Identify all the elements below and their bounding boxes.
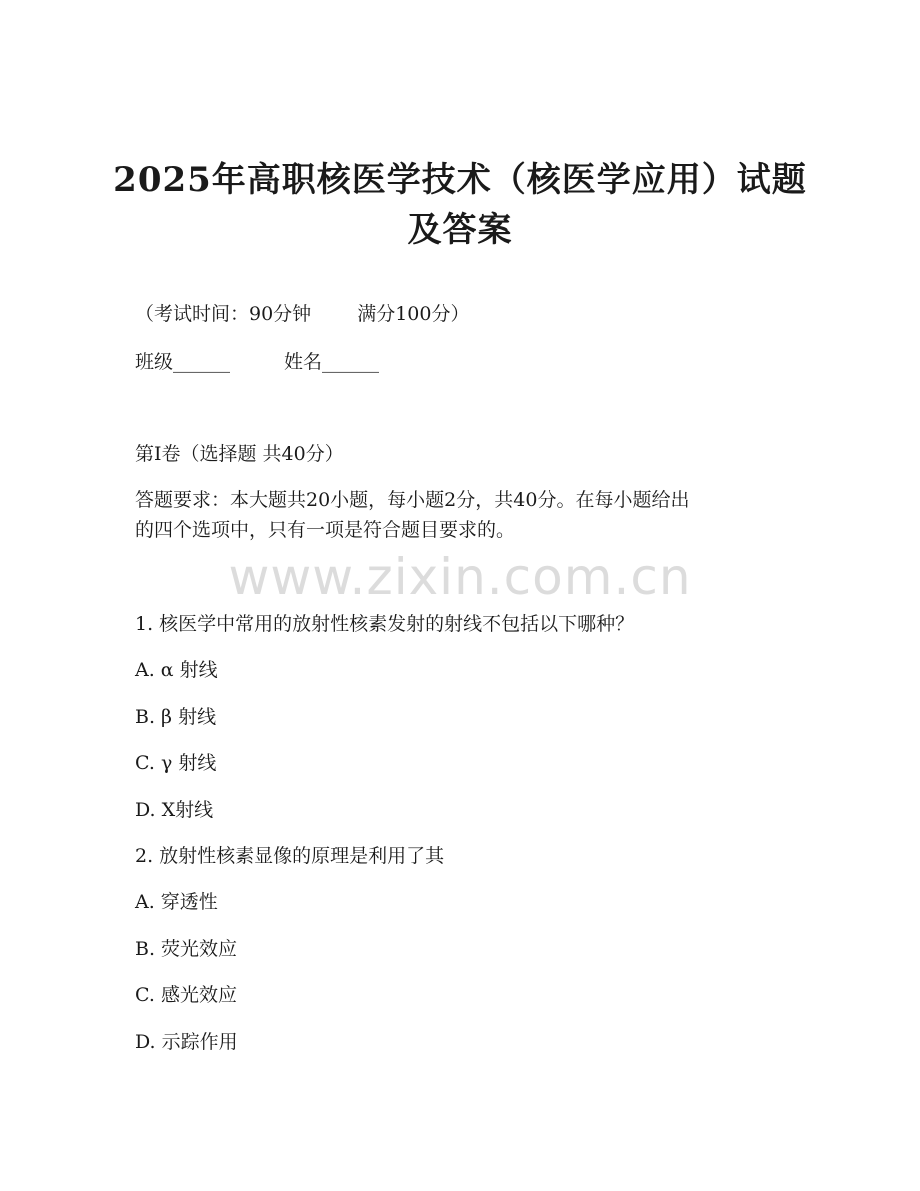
question-2-stem: 2. 放射性核素显像的原理是利用了其 <box>135 845 445 867</box>
exam-full-score: 满分100分） <box>357 303 470 325</box>
question-1-option-c: C. γ 射线 <box>135 752 217 774</box>
question-2-option-d: D. 示踪作用 <box>135 1031 238 1053</box>
instructions-line-2: 的四个选项中，只有一项是符合题目要求的。 <box>135 519 516 541</box>
question-2-option-a: A. 穿透性 <box>135 891 218 913</box>
exam-info <box>135 302 469 326</box>
question-1-option-a: A. α 射线 <box>135 659 218 681</box>
question-1-option-b: B. β 射线 <box>135 706 217 728</box>
section-heading: 第Ⅰ卷（选择题 共40分） <box>135 443 344 465</box>
name-field: 姓名______ <box>284 351 380 373</box>
page-title-continued: 及答案 <box>407 210 513 250</box>
class-field: 班级______ <box>135 351 231 373</box>
student-info <box>135 350 379 374</box>
question-1-option-d: D. X射线 <box>135 799 214 821</box>
instructions-line-1: 答题要求：本大题共20小题，每小题2分，共40分。在每小题给出 <box>135 489 690 511</box>
watermark: www.zixin.com.cn <box>228 548 692 606</box>
exam-time: （考试时间：90分钟 <box>135 303 312 325</box>
question-2-option-c: C. 感光效应 <box>135 984 237 1006</box>
page-title: 2025年高职核医学技术（核医学应用）试题 <box>113 160 807 200</box>
question-2-option-b: B. 荧光效应 <box>135 938 238 960</box>
question-1-stem: 1. 核医学中常用的放射性核素发射的射线不包括以下哪种？ <box>135 613 635 635</box>
